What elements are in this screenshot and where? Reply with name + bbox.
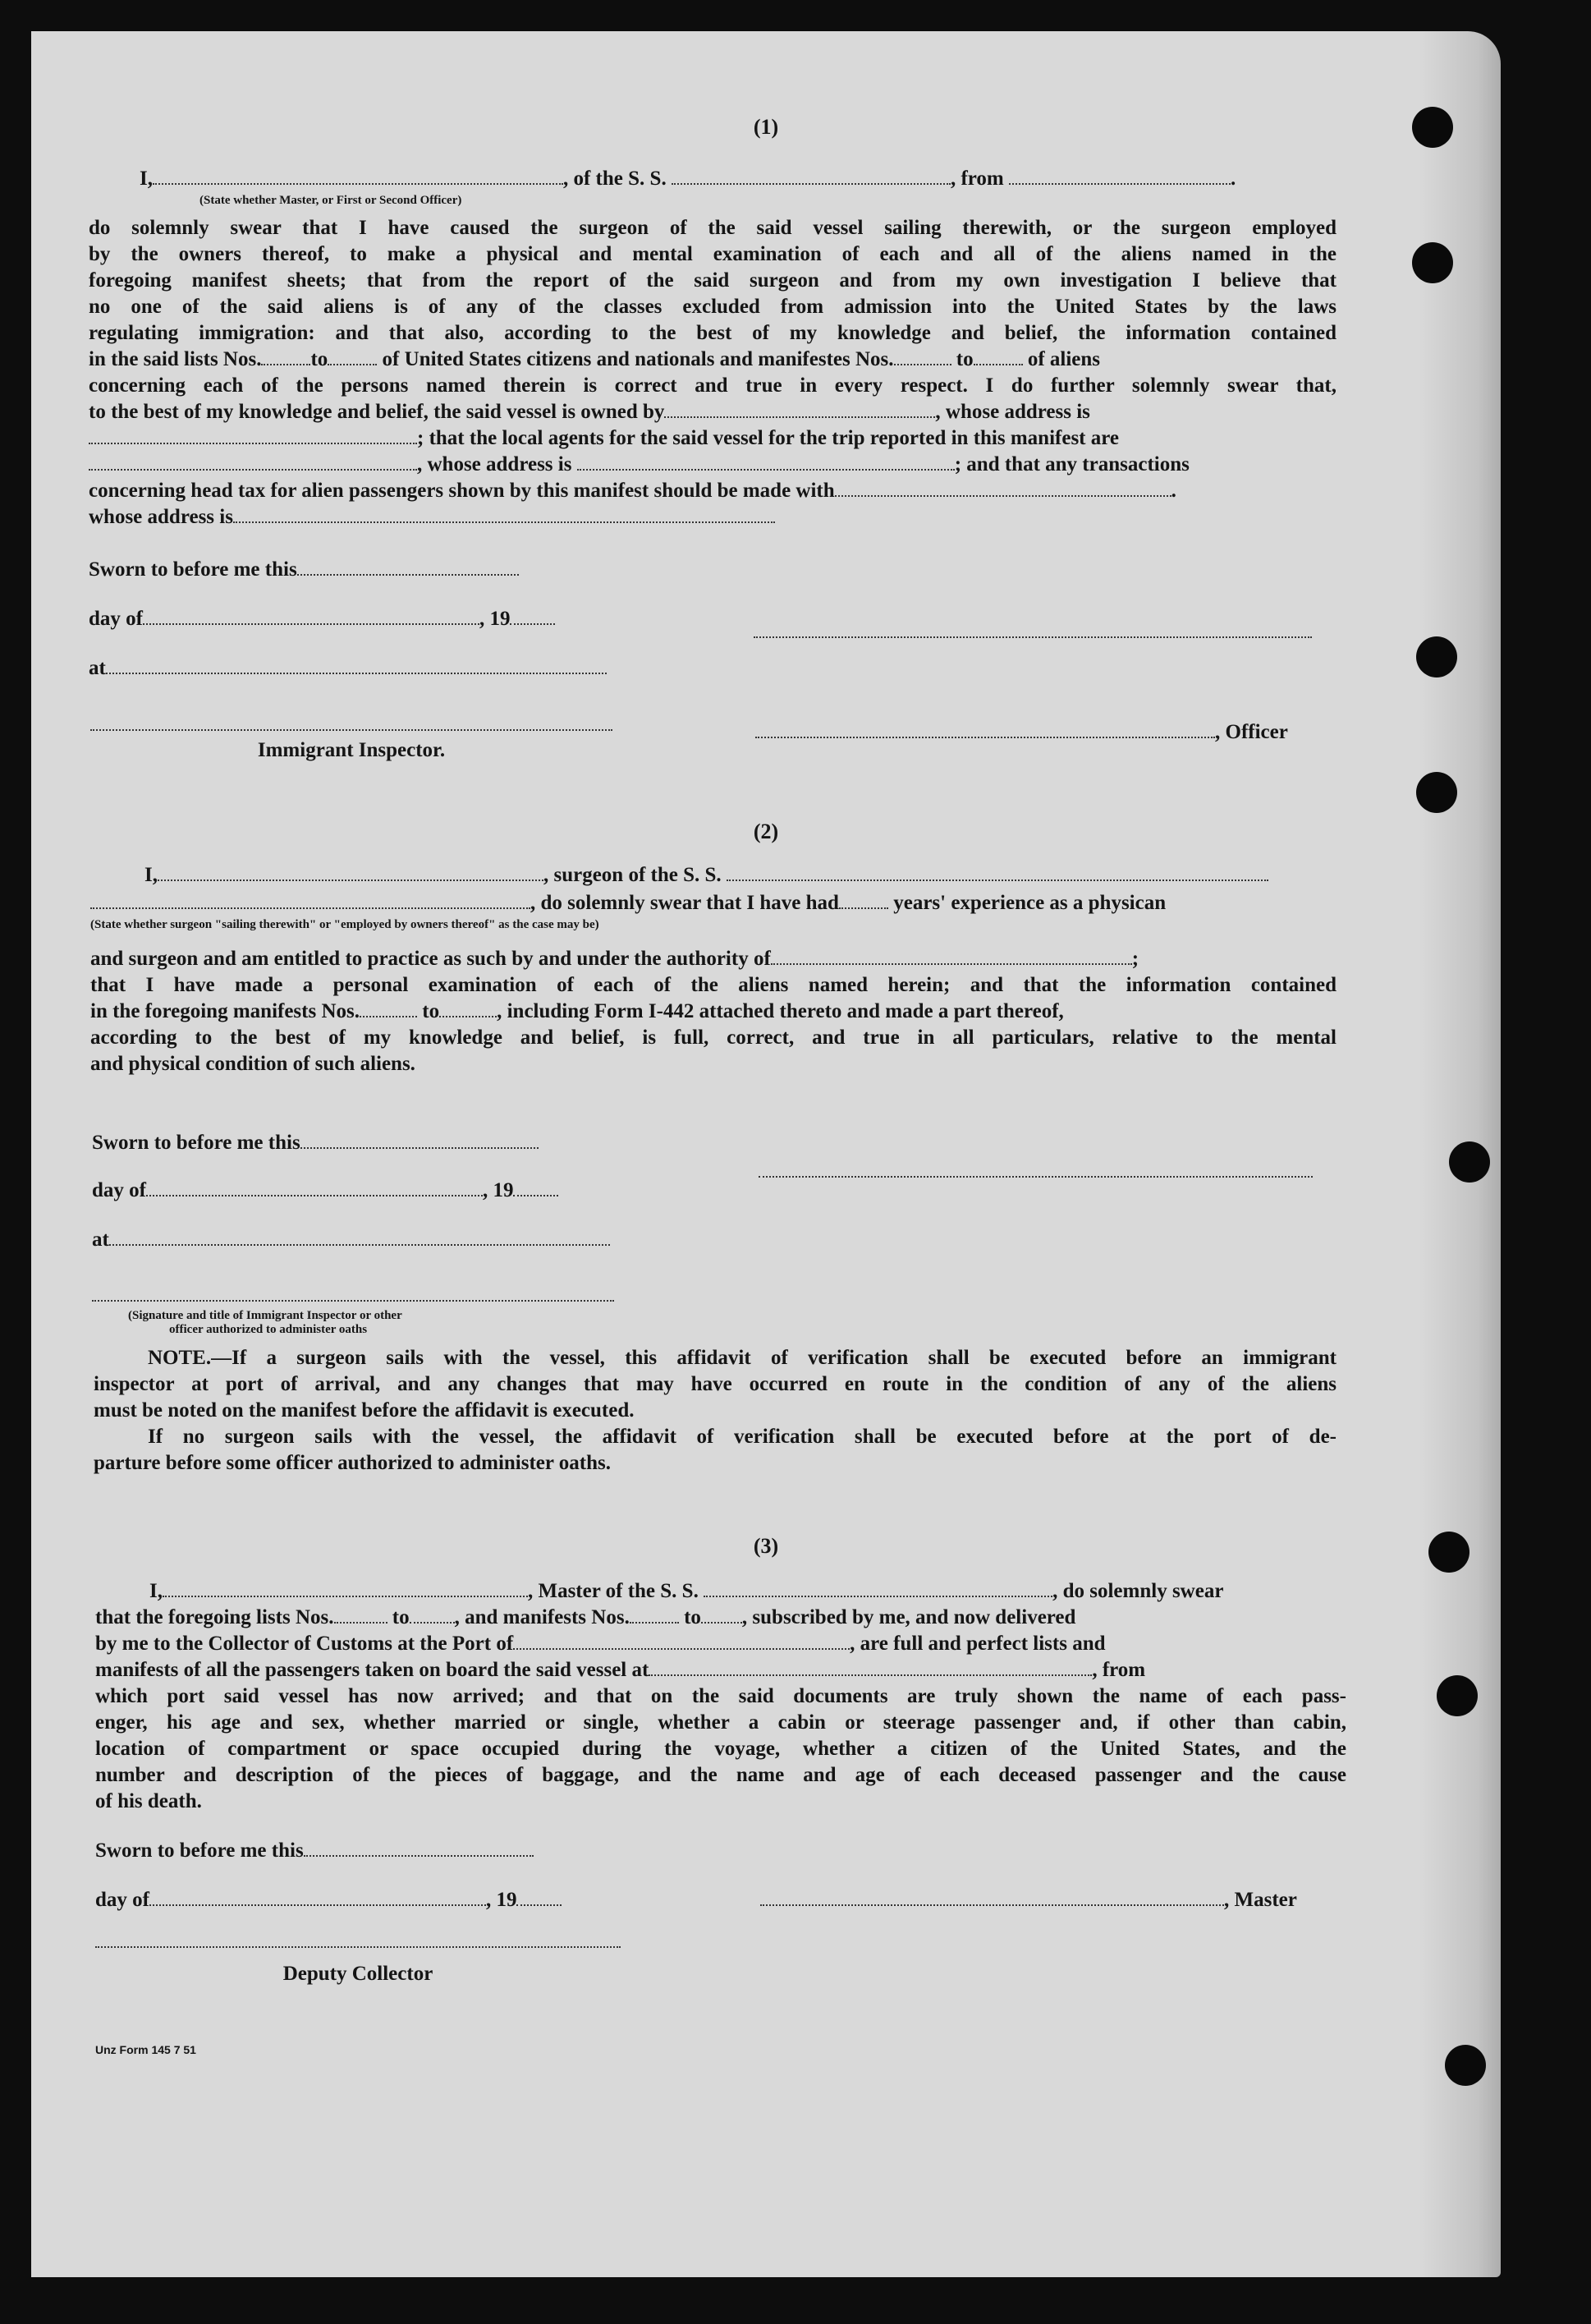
alien-manifest-from-field[interactable] [894,347,951,365]
note-line: parture before some officer authorized to administer oaths. [94,1452,611,1474]
citizen-list-to-field[interactable] [328,347,377,365]
document-page [31,31,1501,2277]
boarding-port-line: manifests of all the passengers taken on board the said vessel at , from [95,1659,1146,1681]
note-line: NOTE.—If a surgeon sails with the vessel, this affidavit of verification shall be executed before an immigrant [148,1347,1337,1369]
binder-hole [1416,636,1457,677]
binder-hole [1449,1141,1490,1183]
date-line: day of , 19 [95,1887,562,1913]
sworn-day-field[interactable] [300,1131,539,1149]
binder-hole [1437,1675,1478,1716]
head-tax-party-field[interactable] [835,479,1171,497]
surgeon-line: I, , surgeon of the S. S. [144,862,1268,889]
surgeon-status-field[interactable] [90,891,530,909]
place-line: at [89,655,607,682]
binder-hole [1428,1532,1469,1573]
list-numbers-line: in the said lists Nos. to of United States citizens and nationals and manifestes Nos. to of aliens [89,348,1101,370]
paragraph-line: by the owners thereof, to make a physical and mental examination of each and all of the aliens named in the [89,243,1337,265]
sworn-line: Sworn to before me this [95,1838,534,1864]
place-line: at [92,1227,610,1253]
binder-hole [1416,772,1457,813]
years-experience-field[interactable] [839,891,888,909]
surgeon-manifest-from-field[interactable] [360,999,417,1017]
sworn-line: Sworn to before me this [92,1130,539,1156]
deputy-collector-caption: Deputy Collector [282,1963,433,1985]
date-line: day of , 19 [92,1178,558,1204]
officer-name-field[interactable] [153,167,563,185]
master-lists-to-field[interactable] [410,1605,455,1624]
local-agents-field[interactable] [89,452,417,471]
agents-line: ; that the local agents for the said vessel for the trip reported in this manifest are [89,425,1119,452]
sworn-month-field[interactable] [146,1178,483,1196]
surgeon-vessel-field[interactable] [727,863,1268,881]
customs-port-line: by me to the Collector of Customs at the Port of , are full and perfect lists and [95,1633,1106,1655]
master-manifest-from-field[interactable] [630,1605,679,1624]
paragraph-line: enger, his age and sex, whether married or single, whether a cabin or steerage passenger and, if other than cabin, [95,1711,1346,1734]
lists-line: that the foregoing lists Nos. to , and manifests Nos. to , subscribed by me, and now delivered [95,1606,1076,1628]
binder-hole [1412,107,1453,148]
paragraph-line: no one of the said aliens is of any of the classes excluded from admission into the United States by the laws [89,296,1337,318]
paragraph-line: regulating immigration: and that also, according to the best of my knowledge and belief, the information contained [89,322,1337,344]
master-signature-line: , Master [760,1887,1297,1913]
administering-officer-signature-line[interactable] [92,1298,614,1302]
officer-signature-field[interactable] [755,720,1215,738]
departure-port-field[interactable] [1009,167,1231,185]
citizen-list-from-field[interactable] [261,347,310,365]
section-3-number: (3) [753,1534,779,1558]
section-2-number: (2) [753,820,779,843]
inspector-signature-line[interactable] [90,728,612,731]
master-vessel-field[interactable] [704,1579,1052,1597]
paragraph-line: do solemnly swear that I have caused the surgeon of the said vessel sailing therewith, or the surgeon employed [89,217,1337,239]
agents-address-field[interactable] [577,452,955,471]
head-tax-line: concerning head tax for alien passengers shown by this manifest should be made with . [89,480,1176,502]
section-1-oath-line: I, , of the S. S. , from . [140,168,1236,190]
surgeon-status-hint: (State whether surgeon "sailing therewith" or "employed by owners thereof" as the case may be) [90,918,599,931]
paragraph-line: and physical condition of such aliens. [90,1053,415,1075]
section-1-number: (1) [753,115,779,139]
sworn-year-field[interactable] [516,1888,562,1906]
authority-field[interactable] [771,947,1132,965]
master-signature-field[interactable] [760,1888,1224,1906]
surgeon-signature-line[interactable] [759,1174,1313,1178]
surgeon-experience-line: , do solemnly swear that I have had years' experience as a physican [90,890,1166,916]
sworn-place-field[interactable] [106,656,607,674]
sworn-year-field[interactable] [510,607,555,625]
head-tax-address-field[interactable] [233,505,775,523]
binder-hole [1412,242,1453,283]
master-manifest-to-field[interactable] [701,1605,742,1624]
sworn-place-field[interactable] [109,1228,610,1246]
sworn-month-field[interactable] [143,607,479,625]
boarding-port-field[interactable] [649,1658,1092,1676]
manifest-numbers-line: in the foregoing manifests Nos. to , including Form I-442 attached thereto and made a part thereof, [90,1000,1064,1022]
form-number: Unz Form 145 7 51 [95,2043,196,2056]
note-line: If no surgeon sails with the vessel, the affidavit of verification shall be executed before at the port of de- [148,1426,1337,1448]
date-line: day of , 19 [89,606,555,632]
master-line: I, , Master of the S. S. , do solemnly swear [149,1580,1224,1602]
customs-port-field[interactable] [513,1632,850,1650]
sworn-day-field[interactable] [304,1839,534,1857]
vessel-name-field[interactable] [672,167,951,185]
paragraph-line: location of compartment or space occupied during the voyage, whether a citizen of the United States, and the [95,1738,1346,1760]
surgeon-manifest-to-field[interactable] [439,999,497,1017]
paragraph-line: number and description of the pieces of baggage, and the name and age of each deceased passenger and the cause [95,1764,1346,1786]
owner-line: to the best of my knowledge and belief, the said vessel is owned by , whose address is [89,401,1090,423]
master-name-field[interactable] [163,1579,528,1597]
paragraph-line: which port said vessel has now arrived; and that on the said documents are truly shown the name of each pass- [95,1685,1346,1707]
owner-address-field[interactable] [89,426,417,444]
authority-line: and surgeon and am entitled to practice as such by and under the authority of ; [90,948,1139,970]
paragraph-line: of his death. [95,1790,202,1812]
head-tax-address-line: whose address is [89,504,775,530]
sworn-day-field[interactable] [297,558,519,576]
alien-manifest-to-field[interactable] [974,347,1023,365]
note-line: inspector at port of arrival, and any changes that may have occurred en route in the condition of any of the aliens [94,1373,1337,1395]
signature-caption: (Signature and title of Immigrant Inspector or other [128,1309,402,1322]
vessel-owner-field[interactable] [664,400,935,418]
master-lists-from-field[interactable] [334,1605,387,1624]
officer-rank-hint: (State whether Master, or First or Second Officer) [199,194,462,207]
paragraph-line: that I have made a personal examination of each of the aliens named herein; and that the information contained [90,974,1337,996]
sworn-line: Sworn to before me this [89,557,519,583]
collector-signature-line[interactable] [95,1945,621,1948]
paragraph-line: according to the best of my knowledge and belief, is full, correct, and true in all particulars, relative to the mental [90,1027,1337,1049]
immigrant-inspector-caption: Immigrant Inspector. [257,739,446,761]
note-line: must be noted on the manifest before the affidavit is executed. [94,1399,635,1421]
officer-signature-line[interactable] [754,635,1312,638]
surgeon-name-field[interactable] [158,863,543,881]
sworn-month-field[interactable] [149,1888,486,1906]
sworn-year-field[interactable] [513,1178,558,1196]
officer-line: , Officer [755,719,1288,746]
agents-address-line: , whose address is ; and that any transactions [89,452,1190,478]
paragraph-line: concerning each of the persons named therein is correct and true in every respect. I do further solemnly swear that, [89,374,1337,397]
binder-hole [1445,2045,1486,2086]
paragraph-line: foregoing manifest sheets; that from the report of the said surgeon and from my own investigation I believe that [89,269,1337,292]
signature-caption: officer authorized to administer oaths [169,1323,368,1336]
